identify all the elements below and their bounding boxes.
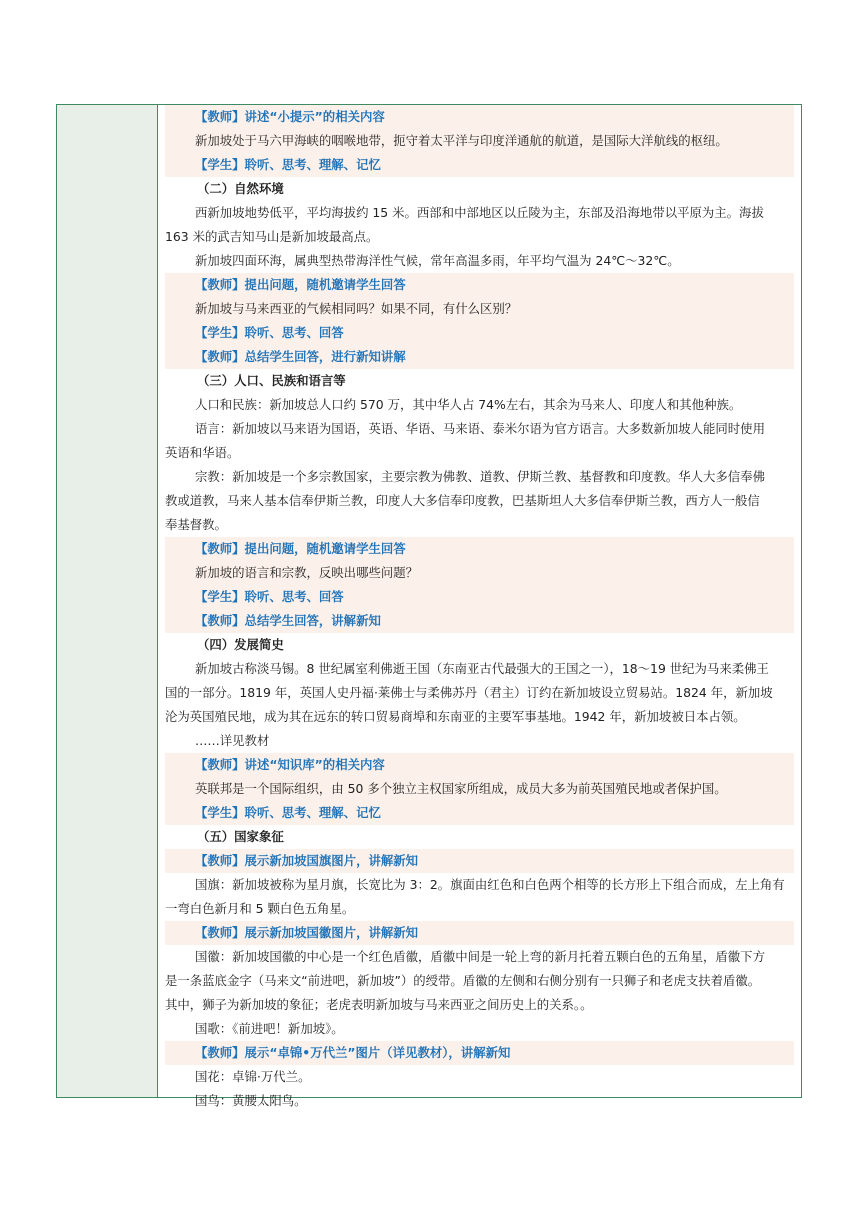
- left-column: [57, 105, 158, 1097]
- lesson-content: [159, 105, 801, 1108]
- instruction-line: 【教师】总结学生回答，讲解新知: [165, 609, 794, 633]
- paragraph-line: 国花：卓锦·万代兰。: [195, 1069, 311, 1084]
- content-line-shaded: 新加坡的语言和宗教，反映出哪些问题？: [165, 561, 794, 585]
- paragraph-line: 新加坡古称淡马锡。8 世纪属室利佛逝王国（东南亚古代最强大的王国之一），18～19 世纪为马来柔佛王: [195, 661, 769, 676]
- instruction-line: 【教师】展示“卓锦•万代兰”图片（详见教材），讲解新知: [165, 1041, 794, 1065]
- instruction-line: 【学生】聆听、思考、回答: [165, 585, 794, 609]
- paragraph-line: 国歌：《前进吧！新加坡》。: [195, 1021, 344, 1036]
- content-line-shaded: 英联邦是一个国际组织，由 50 多个独立主权国家所组成，成员大多为前英国殖民地或者保护国。: [165, 777, 794, 801]
- paragraph-line: 国旗：新加坡被称为星月旗，长宽比为 3：2。旗面由红色和白色两个相等的长方形上下组合而成，左上角有: [195, 877, 785, 892]
- paragraph-continuation: 英语和华语。: [165, 445, 240, 460]
- content-line-shaded: 新加坡与马来西亚的气候相同吗？如果不同，有什么区别？: [165, 297, 794, 321]
- section-heading: （三）人口、民族和语言等: [197, 373, 346, 388]
- instruction-line: 【教师】讲述“小提示”的相关内容: [165, 105, 794, 129]
- paragraph-continuation: 其中，狮子为新加坡的象征；老虎表明新加坡与马来西亚之间历史上的关系。。: [165, 997, 593, 1012]
- instruction-line: 【学生】聆听、思考、理解、记忆: [165, 153, 794, 177]
- paragraph-continuation: 国的一部分。1819 年，英国人史丹福·莱佛士与柔佛苏丹（君主）订约在新加坡设立贸易站。1824 年，新加坡: [165, 685, 773, 700]
- instruction-line: 【教师】提出问题，随机邀请学生回答: [165, 273, 794, 297]
- paragraph-continuation: 一弯白色新月和 5 颗白色五角星。: [165, 901, 355, 916]
- lesson-table: [56, 104, 802, 1108]
- instruction-line: 【教师】提出问题，随机邀请学生回答: [165, 537, 794, 561]
- section-heading: （五）国家象征: [197, 829, 284, 844]
- section-heading: （二）自然环境: [197, 181, 284, 196]
- paragraph-line: 西新加坡地势低平，平均海拔约 15 米。西部和中部地区以丘陵为主，东部及沿海地带以平原为主。海拔: [195, 205, 764, 220]
- paragraph-continuation: 是一条蓝底金字（马来文“前进吧，新加坡”）的绶带。盾徽的左侧和右侧分别有一只狮子和老虎支扶着盾徽。: [165, 973, 761, 988]
- instruction-line: 【教师】总结学生回答，进行新知讲解: [165, 345, 794, 369]
- paragraph-continuation: 教或道教，马来人基本信奉伊斯兰教，印度人大多信奉印度教，巴基斯坦人大多信奉伊斯兰教，西方人一般信: [165, 493, 760, 508]
- content-line-shaded: 新加坡处于马六甲海峡的咽喉地带，扼守着太平洋与印度洋通航的航道，是国际大洋航线的枢纽。: [165, 129, 794, 153]
- instruction-line: 【学生】聆听、思考、回答: [165, 321, 794, 345]
- paragraph-line: 国鸟：黄腰太阳鸟。: [195, 1093, 307, 1108]
- paragraph-line: 宗教：新加坡是一个多宗教国家，主要宗教为佛教、道教、伊斯兰教、基督教和印度教。华人大多信奉佛: [195, 469, 765, 484]
- paragraph-line: 国徽：新加坡国徽的中心是一个红色盾徽，盾徽中间是一轮上弯的新月托着五颗白色的五角星，盾徽下方: [195, 949, 765, 964]
- paragraph-line: ……详见教材: [195, 733, 270, 748]
- paragraph-continuation: 奉基督教。: [165, 517, 227, 532]
- paragraph-continuation: 163 米的武吉知马山是新加坡最高点。: [165, 229, 379, 244]
- instruction-line: 【教师】展示新加坡国徽图片，讲解新知: [165, 921, 794, 945]
- instruction-line: 【学生】聆听、思考、理解、记忆: [165, 801, 794, 825]
- paragraph-line: 人口和民族：新加坡总人口约 570 万，其中华人占 74%左右，其余为马来人、印度人和其他种族。: [195, 397, 742, 412]
- paragraph-continuation: 沦为英国殖民地，成为其在远东的转口贸易商埠和东南亚的主要军事基地。1942 年，新加坡被日本占领。: [165, 709, 746, 724]
- paragraph-line: 语言：新加坡以马来语为国语，英语、华语、马来语、泰米尔语为官方语言。大多数新加坡人能同时使用: [195, 421, 765, 436]
- instruction-line: 【教师】展示新加坡国旗图片，讲解新知: [165, 849, 794, 873]
- instruction-line: 【教师】讲述“知识库”的相关内容: [165, 753, 794, 777]
- section-heading: （四）发展简史: [197, 637, 284, 652]
- paragraph-line: 新加坡四面环海，属典型热带海洋性气候，常年高温多雨，年平均气温为 24℃～32℃。: [195, 253, 680, 268]
